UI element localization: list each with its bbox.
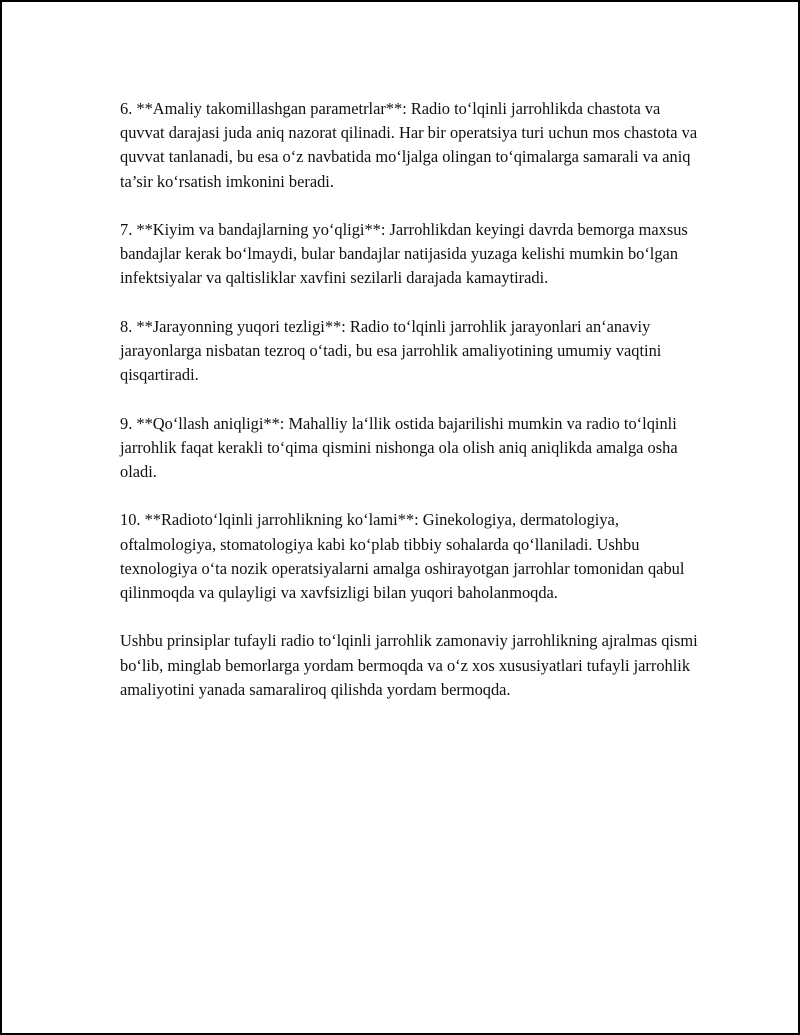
paragraph-item-6: 6. **Amaliy takomillashgan parametrlar**: Radio to‘lqinli jarrohlikda chastota va quvvat darajasi juda aniq nazorat qilinadi. Har bir operatsiya turi uchun mos chastota va quvvat tanlanadi, bu esa o‘z navbatida mo‘ljalga olingan to‘qimalarga samarali va aniq ta’sir ko‘rsatish imkonini beradi. xyxy=(120,99,698,191)
paragraph-item-7: 7. **Kiyim va bandajlarning yo‘qligi**: Jarrohlikdan keyingi davrda bemorga maxsus bandajlar kerak bo‘lmaydi, bular bandajlar natijasida yuzaga kelishi mumkin bo‘lgan infektsiyalar va qaltisliklar xavfini sezilarli darajada kamaytiradi. xyxy=(120,220,688,288)
paragraph-item-8: 8. **Jarayonning yuqori tezligi**: Radio to‘lqinli jarrohlik jarayonlari an‘anaviy jarayonlarga nisbatan tezroq o‘tadi, bu esa jarrohlik amaliyotining umumiy vaqtini qisqartiradi. xyxy=(120,316,662,385)
paragraph-conclusion: Ushbu prinsiplar tufayli radio to‘lqinli jarrohlik zamonaviy jarrohlikning ajralmas qismi bo‘lib, minglab bemorlarga yordam bermoqda va o‘z xos xususiyatlari tufayli jarrohlik amaliyotini yanada samaraliroq qilishda yordam bermoqda. xyxy=(120,631,698,699)
paragraph-item-9: 9. **Qo‘llash aniqligi**: Mahalliy la‘llik ostida bajarilishi mumkin va radio to‘lqinli jarrohlik faqat kerakli to‘qima qismini nishonga ola olish aniq aniqlikda amalga osha oladi. xyxy=(120,413,678,481)
paragraph-item-10: 10. **Radioto‘lqinli jarrohlikning ko‘lami**: Ginekologiya, dermatologiya, oftalmologiya, stomatologiya kabi ko‘plab tibbiy sohalarda qo‘llaniladi. Ushbu texnologiya o‘ta nozik operatsiyalarni amalga oshirayotgan jarrohlar tomonidan qabul qilinmoqda va qulayligi va xavfsizligi bilan yuqori baholanmoqda. xyxy=(120,510,685,602)
document-body xyxy=(120,97,700,726)
